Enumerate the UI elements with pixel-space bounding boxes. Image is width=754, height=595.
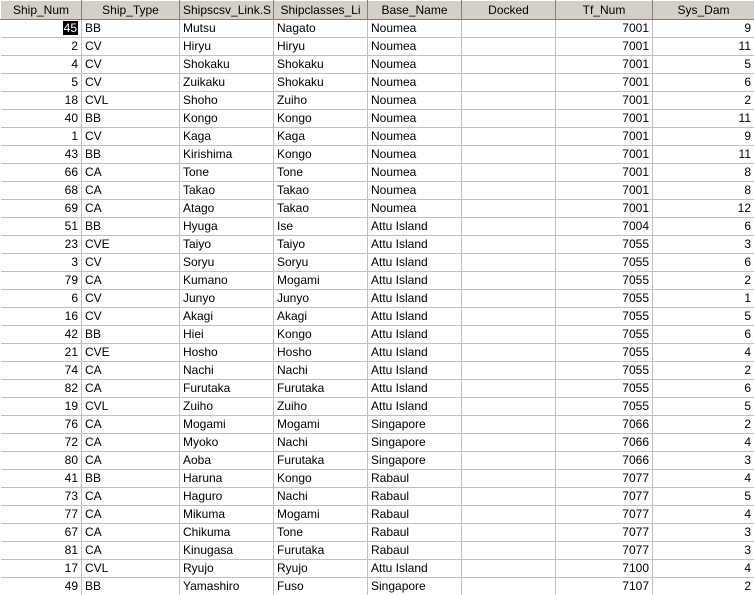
column-header-shipscsv-link[interactable]: Shipscsv_Link.S bbox=[180, 1, 274, 20]
cell-sys-dam[interactable]: 11 bbox=[653, 38, 754, 56]
table-row[interactable] bbox=[1, 380, 754, 398]
cell-base-name[interactable]: Rabaul bbox=[368, 506, 462, 524]
table-row[interactable] bbox=[1, 218, 754, 236]
table-row[interactable] bbox=[1, 434, 754, 452]
cell-tf-num[interactable]: 7001 bbox=[556, 74, 653, 92]
cell-tf-num[interactable]: 7107 bbox=[556, 578, 653, 595]
column-header-shipclasses-link[interactable]: Shipclasses_Li bbox=[274, 1, 368, 20]
cell-base-name[interactable]: Attu Island bbox=[368, 560, 462, 578]
cell-base-name[interactable]: Attu Island bbox=[368, 254, 462, 272]
cell-base-name[interactable]: Attu Island bbox=[368, 398, 462, 416]
cell-ship-type[interactable]: CA bbox=[82, 524, 180, 542]
table-row[interactable] bbox=[1, 344, 754, 362]
cell-ship-num[interactable]: 17 bbox=[1, 560, 82, 578]
cell-shipscsv-link[interactable]: Hyuga bbox=[180, 218, 274, 236]
cell-shipclasses-link[interactable]: Nachi bbox=[274, 362, 368, 380]
cell-ship-num[interactable]: 49 bbox=[1, 578, 82, 595]
cell-base-name[interactable]: Singapore bbox=[368, 416, 462, 434]
cell-ship-type[interactable]: CA bbox=[82, 452, 180, 470]
cell-base-name[interactable]: Noumea bbox=[368, 110, 462, 128]
cell-sys-dam[interactable]: 8 bbox=[653, 164, 754, 182]
cell-ship-type[interactable]: BB bbox=[82, 20, 180, 38]
table-row[interactable] bbox=[1, 398, 754, 416]
cell-docked[interactable] bbox=[462, 398, 556, 416]
cell-tf-num[interactable]: 7001 bbox=[556, 110, 653, 128]
cell-sys-dam[interactable]: 6 bbox=[653, 380, 754, 398]
cell-sys-dam[interactable]: 6 bbox=[653, 74, 754, 92]
cell-base-name[interactable]: Attu Island bbox=[368, 362, 462, 380]
cell-ship-type[interactable]: CV bbox=[82, 308, 180, 326]
table-row[interactable] bbox=[1, 56, 754, 74]
cell-docked[interactable] bbox=[462, 74, 556, 92]
table-row[interactable] bbox=[1, 254, 754, 272]
cell-base-name[interactable]: Rabaul bbox=[368, 524, 462, 542]
cell-shipscsv-link[interactable]: Shoho bbox=[180, 92, 274, 110]
column-header-ship-num[interactable]: Ship_Num bbox=[1, 1, 82, 20]
cell-shipscsv-link[interactable]: Chikuma bbox=[180, 524, 274, 542]
cell-shipclasses-link[interactable]: Junyo bbox=[274, 290, 368, 308]
cell-shipscsv-link[interactable]: Kinugasa bbox=[180, 542, 274, 560]
cell-ship-num[interactable]: 19 bbox=[1, 398, 82, 416]
cell-sys-dam[interactable]: 3 bbox=[653, 542, 754, 560]
cell-shipscsv-link[interactable]: Junyo bbox=[180, 290, 274, 308]
cell-sys-dam[interactable]: 11 bbox=[653, 146, 754, 164]
cell-docked[interactable] bbox=[462, 92, 556, 110]
selected-cell-text: 45 bbox=[63, 21, 77, 35]
cell-tf-num[interactable]: 7001 bbox=[556, 128, 653, 146]
cell-tf-num[interactable]: 7055 bbox=[556, 254, 653, 272]
cell-ship-num[interactable]: 82 bbox=[1, 380, 82, 398]
cell-shipclasses-link[interactable]: Kongo bbox=[274, 326, 368, 344]
cell-base-name[interactable]: Rabaul bbox=[368, 542, 462, 560]
cell-shipscsv-link[interactable]: Tone bbox=[180, 164, 274, 182]
cell-shipscsv-link[interactable]: Soryu bbox=[180, 254, 274, 272]
cell-tf-num[interactable]: 7066 bbox=[556, 452, 653, 470]
cell-sys-dam[interactable]: 4 bbox=[653, 344, 754, 362]
cell-base-name[interactable]: Attu Island bbox=[368, 344, 462, 362]
cell-shipclasses-link[interactable]: Shokaku bbox=[274, 56, 368, 74]
cell-tf-num[interactable]: 7001 bbox=[556, 164, 653, 182]
cell-tf-num[interactable]: 7066 bbox=[556, 434, 653, 452]
cell-docked[interactable] bbox=[462, 506, 556, 524]
cell-shipscsv-link[interactable]: Shokaku bbox=[180, 56, 274, 74]
cell-shipclasses-link[interactable]: Furutaka bbox=[274, 542, 368, 560]
cell-ship-num[interactable]: 2 bbox=[1, 38, 82, 56]
table-row[interactable] bbox=[1, 542, 754, 560]
cell-docked[interactable] bbox=[462, 434, 556, 452]
cell-ship-type[interactable]: CA bbox=[82, 200, 180, 218]
cell-shipclasses-link[interactable]: Kongo bbox=[274, 146, 368, 164]
cell-ship-type[interactable]: BB bbox=[82, 110, 180, 128]
table-row[interactable] bbox=[1, 308, 754, 326]
cell-shipclasses-link[interactable]: Taiyo bbox=[274, 236, 368, 254]
cell-base-name[interactable]: Singapore bbox=[368, 452, 462, 470]
cell-sys-dam[interactable]: 6 bbox=[653, 326, 754, 344]
cell-docked[interactable] bbox=[462, 416, 556, 434]
cell-ship-type[interactable]: CA bbox=[82, 380, 180, 398]
cell-docked[interactable] bbox=[462, 146, 556, 164]
cell-tf-num[interactable]: 7055 bbox=[556, 236, 653, 254]
cell-base-name[interactable]: Noumea bbox=[368, 38, 462, 56]
cell-shipclasses-link[interactable]: Tone bbox=[274, 524, 368, 542]
cell-docked[interactable] bbox=[462, 272, 556, 290]
cell-ship-type[interactable]: BB bbox=[82, 218, 180, 236]
table-row[interactable] bbox=[1, 416, 754, 434]
cell-shipclasses-link[interactable]: Soryu bbox=[274, 254, 368, 272]
cell-sys-dam[interactable]: 9 bbox=[653, 20, 754, 38]
cell-base-name[interactable]: Noumea bbox=[368, 182, 462, 200]
cell-tf-num[interactable]: 7055 bbox=[556, 398, 653, 416]
cell-sys-dam[interactable]: 3 bbox=[653, 236, 754, 254]
cell-shipclasses-link[interactable]: Kongo bbox=[274, 470, 368, 488]
cell-shipscsv-link[interactable]: Zuikaku bbox=[180, 74, 274, 92]
table-row[interactable] bbox=[1, 200, 754, 218]
column-header-ship-type[interactable]: Ship_Type bbox=[82, 1, 180, 20]
cell-ship-num[interactable]: 40 bbox=[1, 110, 82, 128]
cell-tf-num[interactable]: 7004 bbox=[556, 218, 653, 236]
cell-docked[interactable] bbox=[462, 218, 556, 236]
cell-ship-num[interactable]: 80 bbox=[1, 452, 82, 470]
cell-sys-dam[interactable]: 12 bbox=[653, 200, 754, 218]
cell-ship-type[interactable]: BB bbox=[82, 326, 180, 344]
cell-sys-dam[interactable]: 3 bbox=[653, 524, 754, 542]
cell-sys-dam[interactable]: 2 bbox=[653, 272, 754, 290]
cell-docked[interactable] bbox=[462, 182, 556, 200]
cell-ship-type[interactable]: CVE bbox=[82, 344, 180, 362]
table-row[interactable] bbox=[1, 38, 754, 56]
cell-base-name[interactable]: Noumea bbox=[368, 56, 462, 74]
cell-tf-num[interactable]: 7055 bbox=[556, 380, 653, 398]
cell-shipclasses-link[interactable]: Mogami bbox=[274, 416, 368, 434]
cell-sys-dam[interactable]: 6 bbox=[653, 218, 754, 236]
header-row bbox=[1, 1, 754, 20]
cell-shipclasses-link[interactable]: Hiryu bbox=[274, 38, 368, 56]
cell-ship-num[interactable]: 79 bbox=[1, 272, 82, 290]
cell-docked[interactable] bbox=[462, 344, 556, 362]
cell-docked[interactable] bbox=[462, 362, 556, 380]
cell-ship-num[interactable]: 51 bbox=[1, 218, 82, 236]
cell-tf-num[interactable]: 7077 bbox=[556, 488, 653, 506]
cell-base-name[interactable]: Attu Island bbox=[368, 380, 462, 398]
cell-base-name[interactable]: Rabaul bbox=[368, 470, 462, 488]
cell-shipscsv-link[interactable]: Mutsu bbox=[180, 20, 274, 38]
cell-ship-type[interactable]: CA bbox=[82, 434, 180, 452]
table-row[interactable] bbox=[1, 488, 754, 506]
cell-tf-num[interactable]: 7001 bbox=[556, 200, 653, 218]
cell-base-name[interactable]: Noumea bbox=[368, 164, 462, 182]
cell-tf-num[interactable]: 7077 bbox=[556, 470, 653, 488]
cell-base-name[interactable]: Noumea bbox=[368, 200, 462, 218]
table-row[interactable] bbox=[1, 452, 754, 470]
table-row[interactable] bbox=[1, 74, 754, 92]
cell-shipscsv-link[interactable]: Ryujo bbox=[180, 560, 274, 578]
cell-ship-type[interactable]: CVL bbox=[82, 398, 180, 416]
cell-ship-num[interactable]: 6 bbox=[1, 290, 82, 308]
cell-ship-num[interactable]: 18 bbox=[1, 92, 82, 110]
cell-shipscsv-link[interactable]: Myoko bbox=[180, 434, 274, 452]
cell-tf-num[interactable]: 7001 bbox=[556, 20, 653, 38]
cell-ship-type[interactable]: CA bbox=[82, 416, 180, 434]
table-row[interactable] bbox=[1, 524, 754, 542]
cell-sys-dam[interactable]: 4 bbox=[653, 560, 754, 578]
cell-base-name[interactable]: Attu Island bbox=[368, 326, 462, 344]
cell-docked[interactable] bbox=[462, 452, 556, 470]
cell-ship-num[interactable]: 1 bbox=[1, 128, 82, 146]
cell-ship-type[interactable]: CVL bbox=[82, 92, 180, 110]
cell-shipclasses-link[interactable]: Mogami bbox=[274, 506, 368, 524]
cell-shipclasses-link[interactable]: Fuso bbox=[274, 578, 368, 595]
column-header-docked[interactable]: Docked bbox=[462, 1, 556, 20]
cell-shipclasses-link[interactable]: Takao bbox=[274, 200, 368, 218]
cell-ship-num[interactable]: 76 bbox=[1, 416, 82, 434]
cell-shipscsv-link[interactable]: Kongo bbox=[180, 110, 274, 128]
cell-ship-type[interactable]: CA bbox=[82, 542, 180, 560]
cell-base-name[interactable]: Singapore bbox=[368, 578, 462, 595]
cell-docked[interactable] bbox=[462, 254, 556, 272]
cell-docked[interactable] bbox=[462, 488, 556, 506]
cell-ship-num[interactable]: 21 bbox=[1, 344, 82, 362]
cell-shipscsv-link[interactable]: Yamashiro bbox=[180, 578, 274, 595]
cell-shipscsv-link[interactable]: Haruna bbox=[180, 470, 274, 488]
column-header-base-name[interactable]: Base_Name bbox=[368, 1, 462, 20]
cell-base-name[interactable]: Attu Island bbox=[368, 236, 462, 254]
cell-ship-num[interactable]: 3 bbox=[1, 254, 82, 272]
cell-ship-type[interactable]: CV bbox=[82, 128, 180, 146]
table-row[interactable] bbox=[1, 326, 754, 344]
cell-ship-type[interactable]: CV bbox=[82, 56, 180, 74]
cell-sys-dam[interactable]: 5 bbox=[653, 308, 754, 326]
cell-ship-type[interactable]: CV bbox=[82, 38, 180, 56]
cell-tf-num[interactable]: 7066 bbox=[556, 416, 653, 434]
cell-shipscsv-link[interactable]: Atago bbox=[180, 200, 274, 218]
cell-ship-num[interactable]: 16 bbox=[1, 308, 82, 326]
cell-docked[interactable] bbox=[462, 470, 556, 488]
cell-base-name[interactable]: Rabaul bbox=[368, 488, 462, 506]
cell-ship-num[interactable]: 42 bbox=[1, 326, 82, 344]
cell-ship-num[interactable]: 67 bbox=[1, 524, 82, 542]
cell-base-name[interactable]: Singapore bbox=[368, 434, 462, 452]
cell-docked[interactable] bbox=[462, 560, 556, 578]
cell-sys-dam[interactable]: 11 bbox=[653, 110, 754, 128]
cell-docked[interactable] bbox=[462, 38, 556, 56]
table-row[interactable] bbox=[1, 362, 754, 380]
cell-shipscsv-link[interactable]: Takao bbox=[180, 182, 274, 200]
cell-ship-num[interactable]: 66 bbox=[1, 164, 82, 182]
table-row[interactable] bbox=[1, 110, 754, 128]
cell-docked[interactable] bbox=[462, 326, 556, 344]
table-row[interactable] bbox=[1, 164, 754, 182]
cell-base-name[interactable]: Attu Island bbox=[368, 218, 462, 236]
cell-shipclasses-link[interactable]: Tone bbox=[274, 164, 368, 182]
cell-shipclasses-link[interactable]: Mogami bbox=[274, 272, 368, 290]
cell-shipscsv-link[interactable]: Hiei bbox=[180, 326, 274, 344]
cell-ship-type[interactable]: CA bbox=[82, 488, 180, 506]
cell-ship-type[interactable]: CVE bbox=[82, 236, 180, 254]
cell-shipclasses-link[interactable]: Zuiho bbox=[274, 92, 368, 110]
cell-docked[interactable] bbox=[462, 578, 556, 595]
table-row[interactable] bbox=[1, 506, 754, 524]
cell-docked[interactable] bbox=[462, 56, 556, 74]
cell-shipclasses-link[interactable]: Furutaka bbox=[274, 452, 368, 470]
cell-tf-num[interactable]: 7001 bbox=[556, 182, 653, 200]
cell-tf-num[interactable]: 7001 bbox=[556, 38, 653, 56]
table-row[interactable] bbox=[1, 20, 754, 38]
cell-shipscsv-link[interactable]: Furutaka bbox=[180, 380, 274, 398]
cell-shipscsv-link[interactable]: Akagi bbox=[180, 308, 274, 326]
cell-ship-num[interactable]: 68 bbox=[1, 182, 82, 200]
cell-tf-num[interactable]: 7055 bbox=[556, 308, 653, 326]
cell-ship-type[interactable]: BB bbox=[82, 146, 180, 164]
cell-docked[interactable] bbox=[462, 236, 556, 254]
cell-base-name[interactable]: Attu Island bbox=[368, 272, 462, 290]
cell-docked[interactable] bbox=[462, 20, 556, 38]
cell-base-name[interactable]: Attu Island bbox=[368, 290, 462, 308]
cell-shipscsv-link[interactable]: Nachi bbox=[180, 362, 274, 380]
column-header-tf-num[interactable]: Tf_Num bbox=[556, 1, 653, 20]
table-row[interactable] bbox=[1, 560, 754, 578]
cell-docked[interactable] bbox=[462, 200, 556, 218]
cell-ship-num[interactable]: 4 bbox=[1, 56, 82, 74]
cell-ship-num[interactable]: 43 bbox=[1, 146, 82, 164]
cell-docked[interactable] bbox=[462, 164, 556, 182]
table-row[interactable] bbox=[1, 128, 754, 146]
cell-sys-dam[interactable]: 8 bbox=[653, 182, 754, 200]
cell-shipscsv-link[interactable]: Kaga bbox=[180, 128, 274, 146]
cell-ship-type[interactable]: CV bbox=[82, 74, 180, 92]
cell-tf-num[interactable]: 7077 bbox=[556, 506, 653, 524]
cell-docked[interactable] bbox=[462, 542, 556, 560]
cell-sys-dam[interactable]: 2 bbox=[653, 416, 754, 434]
cell-shipscsv-link[interactable]: Taiyo bbox=[180, 236, 274, 254]
cell-shipclasses-link[interactable]: Ryujo bbox=[274, 560, 368, 578]
cell-ship-type[interactable]: CA bbox=[82, 506, 180, 524]
cell-base-name[interactable]: Noumea bbox=[368, 20, 462, 38]
cell-docked[interactable] bbox=[462, 128, 556, 146]
cell-ship-num[interactable]: 74 bbox=[1, 362, 82, 380]
cell-docked[interactable] bbox=[462, 308, 556, 326]
cell-base-name[interactable]: Noumea bbox=[368, 146, 462, 164]
cell-base-name[interactable]: Noumea bbox=[368, 74, 462, 92]
cell-shipclasses-link[interactable]: Nachi bbox=[274, 434, 368, 452]
cell-base-name[interactable]: Noumea bbox=[368, 92, 462, 110]
cell-shipscsv-link[interactable]: Zuiho bbox=[180, 398, 274, 416]
column-header-sys-dam[interactable]: Sys_Dam bbox=[653, 1, 754, 20]
cell-sys-dam[interactable]: 1 bbox=[653, 290, 754, 308]
cell-shipscsv-link[interactable]: Kumano bbox=[180, 272, 274, 290]
cell-sys-dam[interactable]: 5 bbox=[653, 488, 754, 506]
cell-ship-type[interactable]: BB bbox=[82, 470, 180, 488]
cell-ship-num[interactable] bbox=[1, 20, 82, 38]
cell-shipclasses-link[interactable]: Ise bbox=[274, 218, 368, 236]
cell-ship-num[interactable]: 72 bbox=[1, 434, 82, 452]
cell-tf-num[interactable]: 7055 bbox=[556, 290, 653, 308]
cell-sys-dam[interactable]: 4 bbox=[653, 470, 754, 488]
cell-shipclasses-link[interactable]: Furutaka bbox=[274, 380, 368, 398]
cell-sys-dam[interactable]: 3 bbox=[653, 452, 754, 470]
cell-shipclasses-link[interactable]: Zuiho bbox=[274, 398, 368, 416]
table-row[interactable] bbox=[1, 578, 754, 595]
cell-ship-num[interactable]: 41 bbox=[1, 470, 82, 488]
cell-tf-num[interactable]: 7055 bbox=[556, 362, 653, 380]
cell-tf-num[interactable]: 7001 bbox=[556, 92, 653, 110]
table-row[interactable] bbox=[1, 92, 754, 110]
table-row[interactable] bbox=[1, 272, 754, 290]
cell-docked[interactable] bbox=[462, 380, 556, 398]
cell-ship-type[interactable]: CA bbox=[82, 164, 180, 182]
cell-ship-type[interactable]: CVL bbox=[82, 560, 180, 578]
cell-docked[interactable] bbox=[462, 110, 556, 128]
cell-sys-dam[interactable]: 5 bbox=[653, 398, 754, 416]
cell-ship-num[interactable]: 23 bbox=[1, 236, 82, 254]
cell-shipscsv-link[interactable]: Kirishima bbox=[180, 146, 274, 164]
cell-tf-num[interactable]: 7055 bbox=[556, 272, 653, 290]
cell-ship-type[interactable]: CA bbox=[82, 182, 180, 200]
cell-shipclasses-link[interactable]: Hosho bbox=[274, 344, 368, 362]
cell-shipclasses-link[interactable]: Takao bbox=[274, 182, 368, 200]
table-row[interactable] bbox=[1, 290, 754, 308]
cell-docked[interactable] bbox=[462, 524, 556, 542]
cell-sys-dam[interactable]: 4 bbox=[653, 434, 754, 452]
cell-shipclasses-link[interactable]: Kaga bbox=[274, 128, 368, 146]
cell-tf-num[interactable]: 7001 bbox=[556, 146, 653, 164]
cell-ship-type[interactable]: BB bbox=[82, 578, 180, 595]
table-row[interactable] bbox=[1, 470, 754, 488]
cell-tf-num[interactable]: 7055 bbox=[556, 326, 653, 344]
cell-sys-dam[interactable]: 4 bbox=[653, 506, 754, 524]
cell-shipclasses-link[interactable]: Nachi bbox=[274, 488, 368, 506]
cell-ship-num[interactable]: 69 bbox=[1, 200, 82, 218]
cell-sys-dam[interactable]: 2 bbox=[653, 92, 754, 110]
cell-shipclasses-link[interactable]: Kongo bbox=[274, 110, 368, 128]
cell-sys-dam[interactable]: 9 bbox=[653, 128, 754, 146]
cell-tf-num[interactable]: 7001 bbox=[556, 56, 653, 74]
cell-tf-num[interactable]: 7100 bbox=[556, 560, 653, 578]
cell-tf-num[interactable]: 7077 bbox=[556, 524, 653, 542]
cell-ship-type[interactable]: CV bbox=[82, 290, 180, 308]
cell-shipscsv-link[interactable]: Haguro bbox=[180, 488, 274, 506]
cell-shipscsv-link[interactable]: Mogami bbox=[180, 416, 274, 434]
cell-ship-type[interactable]: CA bbox=[82, 362, 180, 380]
cell-shipclasses-link[interactable]: Shokaku bbox=[274, 74, 368, 92]
cell-ship-num[interactable]: 73 bbox=[1, 488, 82, 506]
cell-ship-type[interactable]: CV bbox=[82, 254, 180, 272]
cell-sys-dam[interactable]: 2 bbox=[653, 362, 754, 380]
table-row[interactable] bbox=[1, 236, 754, 254]
cell-sys-dam[interactable]: 6 bbox=[653, 254, 754, 272]
cell-base-name[interactable]: Attu Island bbox=[368, 308, 462, 326]
cell-ship-num[interactable]: 5 bbox=[1, 74, 82, 92]
cell-ship-num[interactable]: 77 bbox=[1, 506, 82, 524]
cell-shipscsv-link[interactable]: Hiryu bbox=[180, 38, 274, 56]
cell-shipscsv-link[interactable]: Aoba bbox=[180, 452, 274, 470]
cell-base-name[interactable]: Noumea bbox=[368, 128, 462, 146]
cell-shipscsv-link[interactable]: Mikuma bbox=[180, 506, 274, 524]
cell-shipscsv-link[interactable]: Hosho bbox=[180, 344, 274, 362]
cell-docked[interactable] bbox=[462, 290, 556, 308]
cell-ship-num[interactable]: 81 bbox=[1, 542, 82, 560]
cell-shipclasses-link[interactable]: Akagi bbox=[274, 308, 368, 326]
cell-tf-num[interactable]: 7077 bbox=[556, 542, 653, 560]
cell-tf-num[interactable]: 7055 bbox=[556, 344, 653, 362]
table-row[interactable] bbox=[1, 182, 754, 200]
cell-shipclasses-link[interactable]: Nagato bbox=[274, 20, 368, 38]
cell-sys-dam[interactable]: 2 bbox=[653, 578, 754, 595]
table-row[interactable] bbox=[1, 146, 754, 164]
cell-sys-dam[interactable]: 5 bbox=[653, 56, 754, 74]
cell-ship-type[interactable]: CA bbox=[82, 272, 180, 290]
